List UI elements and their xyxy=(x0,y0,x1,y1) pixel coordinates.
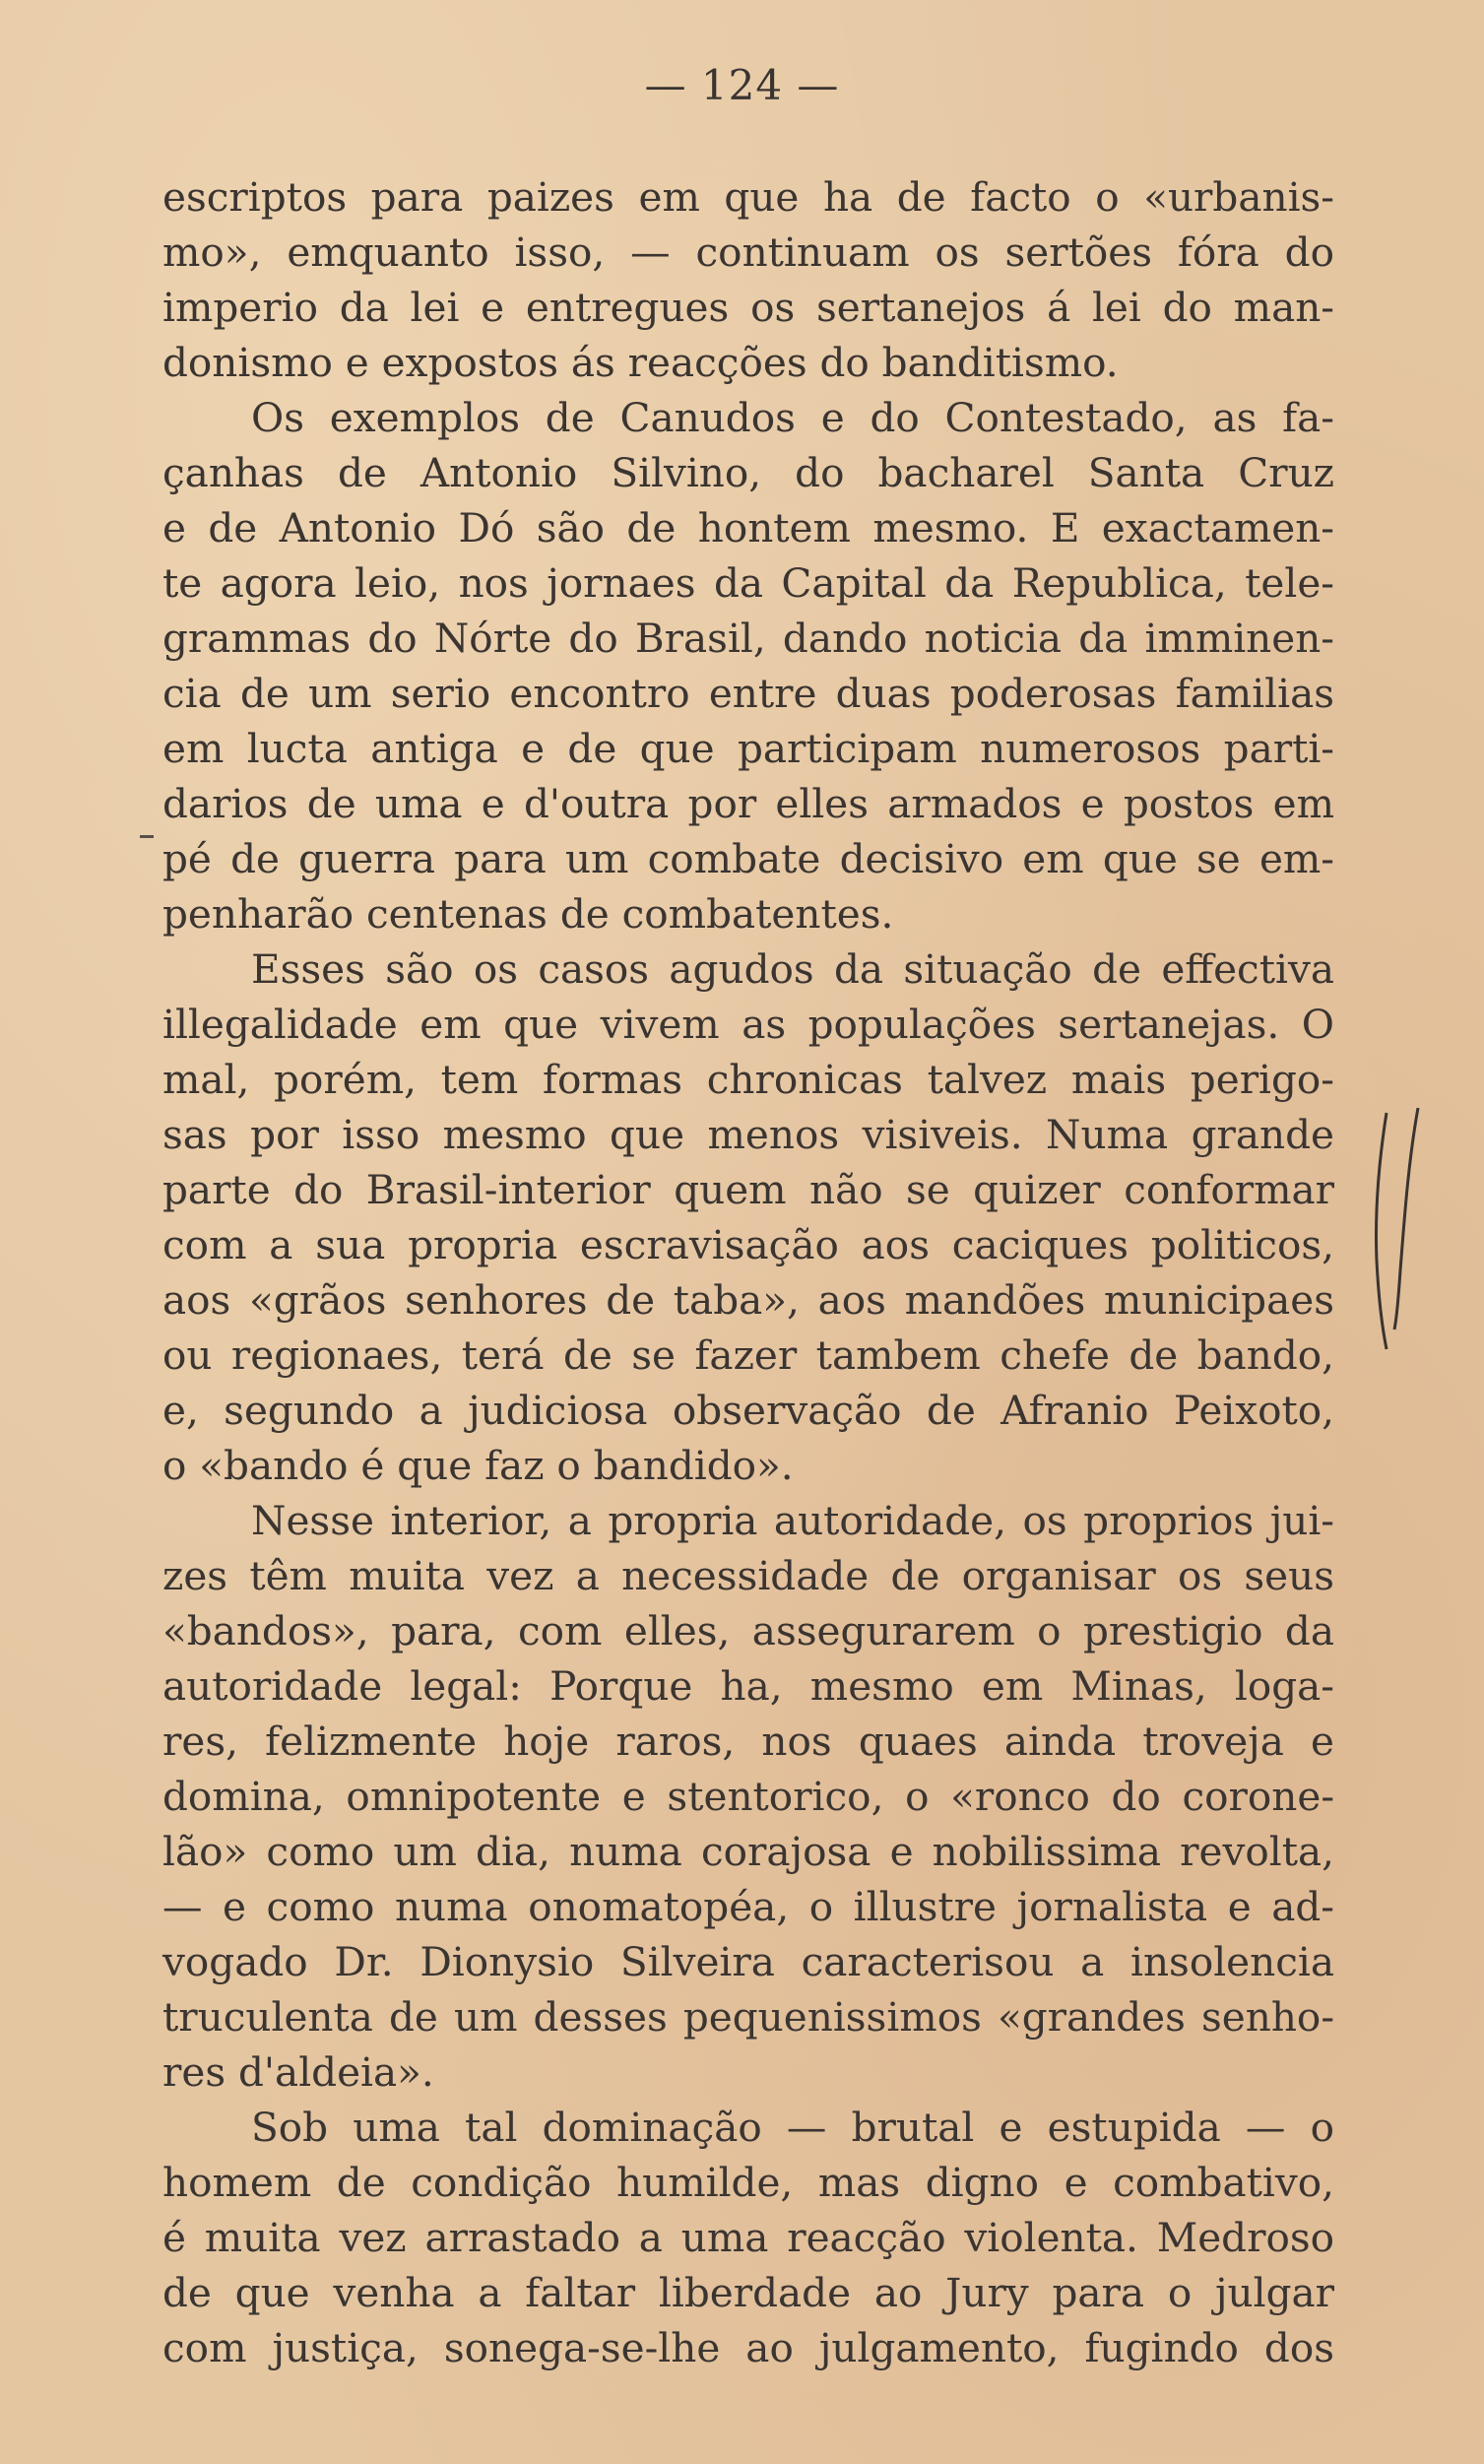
text-line: donismo e expostos ás reacções do banditismo. xyxy=(162,339,1119,386)
text-line: çanhas de Antonio Silvino, do bacharel Santa Cruz xyxy=(162,449,1334,496)
text-line: grammas do Nórte do Brasil, dando noticia da imminen- xyxy=(162,615,1334,662)
text-line: res d'aldeia». xyxy=(162,2048,434,2096)
text-line: Os exemplos de Canudos e do Contestado, as fa- xyxy=(251,394,1334,441)
text-line: escriptos para paizes em que ha de facto o «urbanis- xyxy=(162,173,1334,221)
text-line: Sob uma tal dominação — brutal e estupida — o xyxy=(251,2104,1334,2151)
text-line: mal, porém, tem formas chronicas talvez mais perigo- xyxy=(162,1056,1334,1103)
text-line: aos «grãos senhores de taba», aos mandões municipaes xyxy=(162,1276,1334,1324)
text-line: darios de uma e d'outra por elles armados e postos em xyxy=(162,780,1334,827)
text-line: sas por isso mesmo que menos visiveis. Numa grande xyxy=(162,1111,1334,1158)
text-line: imperio da lei e entregues os sertanejos á lei do man- xyxy=(162,284,1334,331)
text-line: Esses são os casos agudos da situação de effectiva xyxy=(251,945,1334,993)
text-line: de que venha a faltar liberdade ao Jury para o julgar xyxy=(162,2269,1334,2316)
text-line: é muita vez arrastado a uma reacção violenta. Medroso xyxy=(162,2214,1334,2261)
margin-pencil-mark xyxy=(1357,1103,1446,1359)
text-line: vogado Dr. Dionysio Silveira caracterisou a insolencia xyxy=(162,1938,1334,1985)
text-line: pé de guerra para um combate decisivo em que se em- xyxy=(162,835,1334,882)
text-line: em lucta antiga e de que participam numerosos parti- xyxy=(162,725,1334,772)
text-line: e, segundo a judiciosa observação de Afranio Peixoto, xyxy=(162,1387,1334,1434)
text-line: res, felizmente hoje raros, nos quaes ainda troveja e xyxy=(162,1718,1334,1765)
text-line: cia de um serio encontro entre duas poderosas familias xyxy=(162,670,1334,717)
text-line: — e como numa onomatopéa, o illustre jornalista e ad- xyxy=(162,1883,1334,1930)
text-line: ou regionaes, terá de se fazer tambem chefe de bando, xyxy=(162,1331,1334,1379)
text-line: com a sua propria escravisação aos caciques politicos, xyxy=(162,1221,1334,1268)
text-line: lão» como um dia, numa corajosa e nobilissima revolta, xyxy=(162,1828,1334,1875)
text-line: penharão centenas de combatentes. xyxy=(162,890,894,938)
text-line: «bandos», para, com elles, assegurarem o prestigio da xyxy=(162,1607,1334,1654)
text-line: o «bando é que faz o bandido». xyxy=(162,1442,794,1489)
text-line: homem de condição humilde, mas digno e combativo, xyxy=(162,2159,1334,2206)
text-line: truculenta de um desses pequenissimos «grandes senho- xyxy=(162,1993,1334,2041)
text-line: mo», emquanto isso, — continuam os sertões fóra do xyxy=(162,228,1334,276)
page-number: — 124 — xyxy=(644,61,840,109)
text-line: zes têm muita vez a necessidade de organisar os seus xyxy=(162,1552,1334,1599)
text-line: te agora leio, nos jornaes da Capital da Republica, tele- xyxy=(162,559,1334,607)
text-line: e de Antonio Dó são de hontem mesmo. E exactamen- xyxy=(162,504,1334,551)
text-line: autoridade legal: Porque ha, mesmo em Minas, loga- xyxy=(162,1662,1334,1710)
margin-dash-mark xyxy=(140,835,154,838)
text-line: Nesse interior, a propria autoridade, os proprios jui- xyxy=(251,1497,1334,1544)
text-line: domina, omnipotente e stentorico, o «ronco do corone- xyxy=(162,1773,1334,1820)
text-line: parte do Brasil-interior quem não se quizer conformar xyxy=(162,1166,1334,1213)
text-line: illegalidade em que vivem as populações sertanejas. O xyxy=(162,1001,1334,1048)
text-line: com justiça, sonega-se-lhe ao julgamento, fugindo dos xyxy=(162,2324,1334,2371)
